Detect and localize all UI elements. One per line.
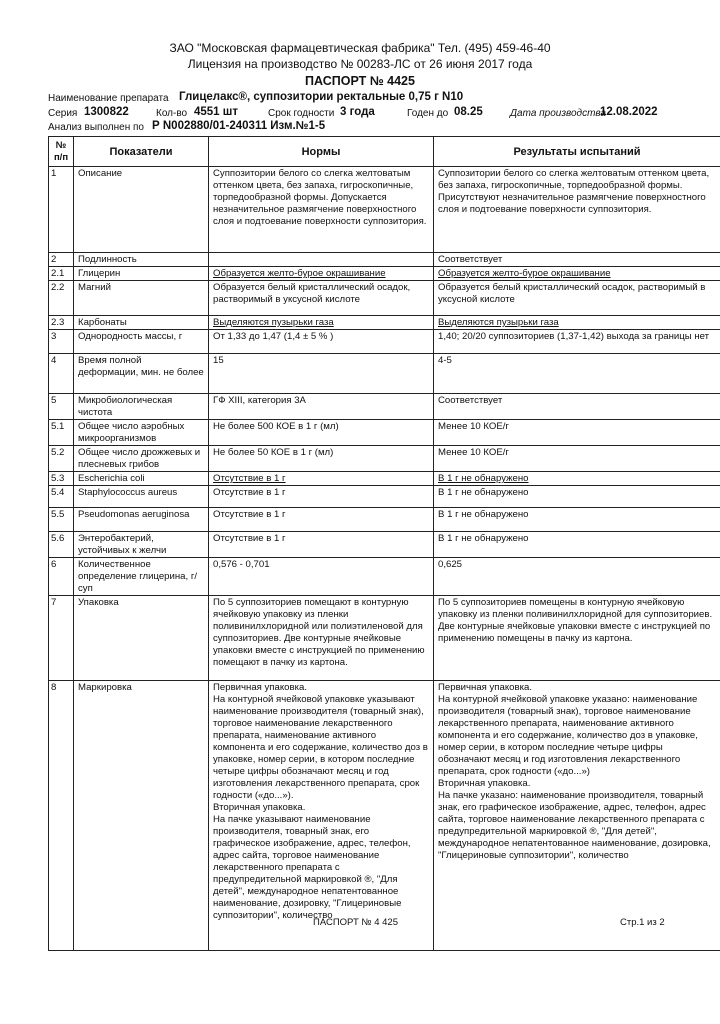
table-row <box>49 681 720 951</box>
result-cell: Соответствует <box>434 394 720 420</box>
series-value: 1300822 <box>84 106 129 118</box>
table-row <box>49 281 720 316</box>
qty-value: 4551 шт <box>194 106 238 118</box>
result-cell: В 1 г не обнаружено <box>434 486 720 508</box>
row-number-cell: 5.2 <box>49 446 74 472</box>
row-number-cell: 2.3 <box>49 316 74 330</box>
norm-cell: 0,576 - 0,701 <box>209 558 434 596</box>
indicator-cell: Однородность массы, г <box>74 330 209 354</box>
table-header-row <box>49 137 720 167</box>
table-row <box>49 486 720 508</box>
norm-cell: По 5 суппозиториев помещают в контурную ячейковую упаковку из пленки поливинилхлоридной или полиэтиленовой для суппозиториев. Две контурные ячейковые упаковки вместе с инструкцией по применению помещают в пачку из картона. <box>209 596 434 681</box>
table-row <box>49 472 720 486</box>
indicator-cell: Pseudomonas aeruginosa <box>74 508 209 532</box>
row-number-cell: 8 <box>49 681 74 951</box>
table-row <box>49 508 720 532</box>
analysis-value: Р N002880/01-240311 Изм.№1-5 <box>152 120 326 132</box>
norm-cell: Отсутствие в 1 г <box>209 486 434 508</box>
row-number-cell: 6 <box>49 558 74 596</box>
indicator-cell: Магний <box>74 281 209 316</box>
table-row <box>49 394 720 420</box>
norm-cell: Отсутствие в 1 г <box>209 532 434 558</box>
norm-cell: Отсутствие в 1 г <box>209 472 434 486</box>
license-line: Лицензия на производство № 00283-ЛС от 26 июня 2017 года <box>187 57 533 71</box>
row-number-cell: 5.1 <box>49 420 74 446</box>
indicator-cell: Упаковка <box>74 596 209 681</box>
table-row <box>49 253 720 267</box>
result-cell: Образуется желто-бурое окрашивание <box>434 267 720 281</box>
passport-title: ПАСПОРТ № 4425 <box>305 74 415 88</box>
indicator-cell: Escherichia coli <box>74 472 209 486</box>
result-cell: В 1 г не обнаружено <box>434 472 720 486</box>
row-number-cell: 2 <box>49 253 74 267</box>
row-number-cell: 3 <box>49 330 74 354</box>
norm-cell: Суппозитории белого со слегка желтоватым оттенком цвета, без запаха, гигроскопичные, торпедообразной формы. Допускается незначительное размягчение поверхностного слоя и подтоевание поверхности суппозитория. <box>209 167 434 253</box>
footer-passport: ПАСПОРТ № 4 425 <box>313 917 398 928</box>
norm-cell: Не более 50 КОЕ в 1 г (мл) <box>209 446 434 472</box>
col-header-results: Результаты испытаний <box>434 137 720 167</box>
result-cell: Суппозитории белого со слегка желтоватым оттенком цвета, без запаха, гигроскопичные, торпедообразной формы. Присутствуют незначительное размягчение поверхностного слоя и подтоевание поверхности суппозитория. <box>434 167 720 253</box>
row-number-cell: 2.2 <box>49 281 74 316</box>
result-cell: Менее 10 КОЕ/г <box>434 446 720 472</box>
norm-cell: Отсутствие в 1 г <box>209 508 434 532</box>
indicator-cell: Общее число дрожжевых и плесневых грибов <box>74 446 209 472</box>
row-number-cell: 5.6 <box>49 532 74 558</box>
indicator-cell: Описание <box>74 167 209 253</box>
shelf-label: Срок годности <box>268 108 335 119</box>
date-value: 12.08.2022 <box>600 106 658 118</box>
table-row <box>49 267 720 281</box>
result-cell: Соответствует <box>434 253 720 267</box>
results-table <box>48 136 720 951</box>
series-label: Серия <box>48 108 78 119</box>
indicator-cell: Staphylococcus aureus <box>74 486 209 508</box>
row-number-cell: 1 <box>49 167 74 253</box>
norm-cell: Образуется белый кристаллический осадок, растворимый в уксусной кислоте <box>209 281 434 316</box>
table-row <box>49 558 720 596</box>
qty-label: Кол-во <box>156 108 188 119</box>
indicator-cell: Микробиологическая чистота <box>74 394 209 420</box>
table-row <box>49 420 720 446</box>
norm-cell: Выделяются пузырьки газа <box>209 316 434 330</box>
result-cell: В 1 г не обнаружено <box>434 532 720 558</box>
name-value: Глицелакс®, суппозитории ректальные 0,75 г N10 <box>179 91 464 103</box>
shelf-value: 3 года <box>340 106 375 118</box>
row-number-cell: 5 <box>49 394 74 420</box>
valid-label: Годен до <box>407 108 449 119</box>
indicator-cell: Время полной деформации, мин. не более <box>74 354 209 394</box>
result-cell: Первичная упаковка. На контурной ячейковой упаковке указано: наименование производителя (товарный знак), торговое наименование лекарственного препарата, наименование активного компонента и его содержание, количество доз в упаковке, номер серии, в котором последние четыре цифры обозначают месяц и год изготовления лекарственного препарата, срок годности («до...») Вторичная упаковка. На пачке указано: наименование производителя, товарный знак, его графическое изображение, адрес, телефон, адрес сайта, торговое наименование лекарственного препарата с предупредительной маркировкой ®, "Для детей", международное непатентованное наименование, дозировка, "Глицериновые суппозитории", количество <box>434 681 720 951</box>
result-cell: Образуется белый кристаллический осадок, растворимый в уксусной кислоте <box>434 281 720 316</box>
norm-cell <box>209 253 434 267</box>
table-row <box>49 354 720 394</box>
norm-cell: От 1,33 до 1,47 (1,4 ± 5 % ) <box>209 330 434 354</box>
result-cell: 4-5 <box>434 354 720 394</box>
row-number-cell: 5.3 <box>49 472 74 486</box>
result-cell: 0,625 <box>434 558 720 596</box>
indicator-cell: Глицерин <box>74 267 209 281</box>
col-header-norms: Нормы <box>209 137 434 167</box>
table-row <box>49 446 720 472</box>
table-row <box>49 167 720 253</box>
row-number-cell: 7 <box>49 596 74 681</box>
row-number-cell: 5.5 <box>49 508 74 532</box>
analysis-label: Анализ выполнен по <box>48 122 144 133</box>
indicator-cell: Энтеробактерий, устойчивых к желчи <box>74 532 209 558</box>
result-cell: Выделяются пузырьки газа <box>434 316 720 330</box>
indicator-cell: Общее число аэробных микроорганизмов <box>74 420 209 446</box>
date-label: Дата производства <box>510 108 606 119</box>
row-number-cell: 5.4 <box>49 486 74 508</box>
result-cell: 1,40; 20/20 суппозиториев (1,37-1,42) выхода за границы нет <box>434 330 720 354</box>
col-header-indicator: Показатели <box>74 137 209 167</box>
indicator-cell: Карбонаты <box>74 316 209 330</box>
result-cell: По 5 суппозиториев помещены в контурную ячейковую упаковку из пленки поливинилхлоридной для суппозиториев. Две контурные ячейковые упаковки вместе с инструкцией по применению помещены в пачку из картона. <box>434 596 720 681</box>
result-cell: Менее 10 КОЕ/г <box>434 420 720 446</box>
norm-cell: Первичная упаковка. На контурной ячейковой упаковке указывают наименование производителя (товарный знак), торговое наименование лекарственного препарата, наименование активного компонента и его содержание, количество доз в упаковке, номер серии, в котором последние четыре цифры обозначают месяц и год изготовления лекарственного препарата, срок годности («до...»). Вторичная упаковка. На пачке указывают наименование производителя, товарный знак, его графическое изображение, адрес, телефон, адрес сайта, торговое наименование лекарственного препарата с предупредительной маркировкой ®, "Для детей", международное непатентованное наименование, дозировку, "Глицериновые суппозитории", количество <box>209 681 434 951</box>
valid-value: 08.25 <box>454 106 483 118</box>
norm-cell: Образуется желто-бурое окрашивание <box>209 267 434 281</box>
norm-cell: ГФ XIII, категория 3А <box>209 394 434 420</box>
footer-page-number: Стр.1 из 2 <box>620 917 665 928</box>
table-row <box>49 330 720 354</box>
norm-cell: 15 <box>209 354 434 394</box>
indicator-cell: Маркировка <box>74 681 209 951</box>
name-label: Наименование препарата <box>48 93 169 104</box>
col-header-number: № п/п <box>49 137 74 167</box>
company-header: ЗАО "Московская фармацевтическая фабрика" Тел. (495) 459-46-40 <box>169 41 551 55</box>
row-number-cell: 4 <box>49 354 74 394</box>
indicator-cell: Количественное определение глицерина, г/суп <box>74 558 209 596</box>
indicator-cell: Подлинность <box>74 253 209 267</box>
result-cell: В 1 г не обнаружено <box>434 508 720 532</box>
norm-cell: Не более 500 КОЕ в 1 г (мл) <box>209 420 434 446</box>
table-row <box>49 316 720 330</box>
table-row <box>49 532 720 558</box>
table-row <box>49 596 720 681</box>
row-number-cell: 2.1 <box>49 267 74 281</box>
